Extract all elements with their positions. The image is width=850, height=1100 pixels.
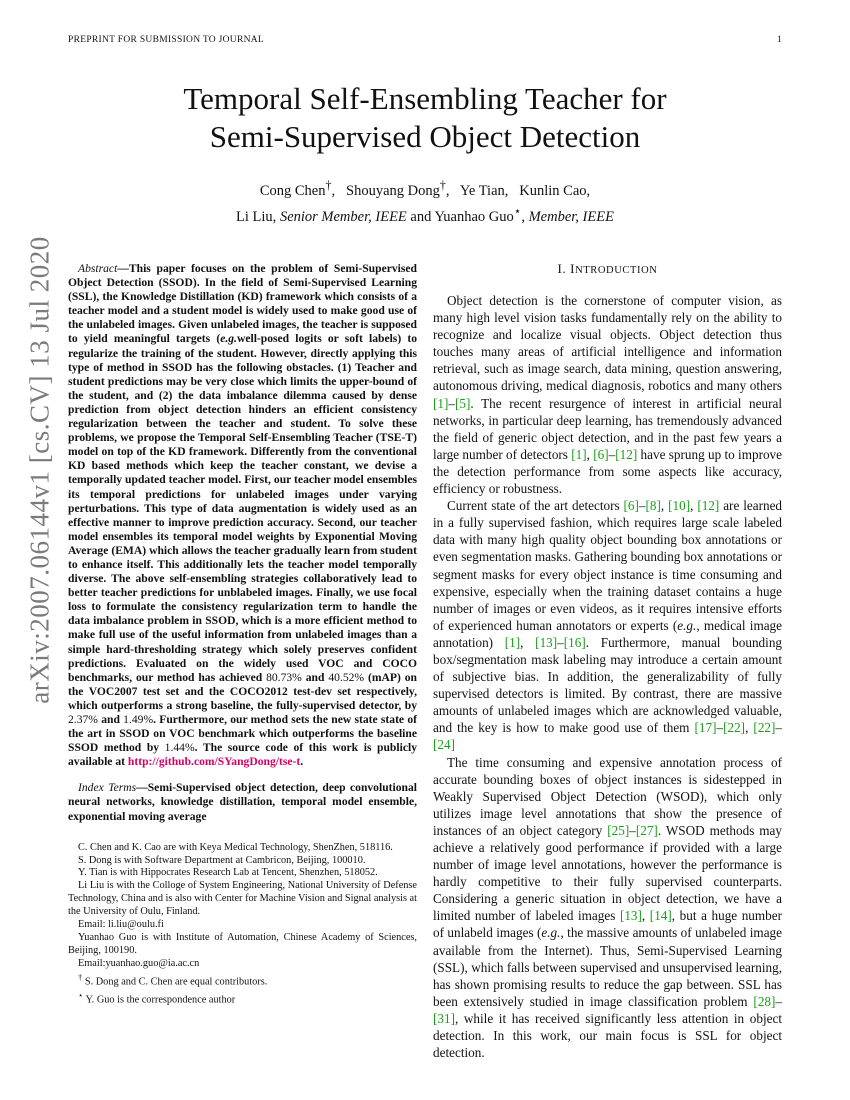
author-name: Li Liu,: [236, 208, 277, 225]
citation[interactable]: [1]: [433, 395, 449, 411]
footnote: ⋆ Y. Guo is the correspondence author: [78, 990, 236, 1006]
citation[interactable]: [31]: [433, 1010, 455, 1026]
footnotes: [68, 842, 417, 1008]
intro-paragraph-1: Object detection is the cornerstone of computer vision, as many high level vision tasks fundamentally rely on the ability to recognize and localize visual objects. Object detection thus touches many areas of artificial intelligence and information retrieval, such as image search, data mining, question answering, autonomous driving, medical diagnosis, robotics and many others [1]–[5]. The recent resurgence of interest in artificial neural networks, in particular deep learning, has tremendously advanced the field of generic object detection, and in the past few years a large number of detectors [1], [6]–[12] have sprung up to improve the detection performance from some aspects like accuracy, efficiency or robustness.: [433, 293, 782, 497]
citation[interactable]: [12]: [697, 498, 720, 514]
right-column: [433, 262, 782, 1061]
page-number: 1: [776, 35, 782, 45]
author-name: Kunlin Cao,: [519, 182, 591, 199]
footnote: Yuanhao Guo is with Institute of Automation, Chinese Academy of Sciences, Beijing, 100190.: [68, 932, 417, 956]
title-line-2: Semi-Supervised Object Detection: [209, 119, 641, 154]
footnote: S. Dong is with Software Department at Cambricon, Beijing, 100010.: [78, 854, 366, 866]
citation[interactable]: [17]: [694, 720, 717, 736]
index-terms-label: Index Terms: [78, 781, 137, 795]
running-head: PREPRINT FOR SUBMISSION TO JOURNAL: [68, 35, 265, 45]
left-column: [68, 262, 417, 1007]
citation[interactable]: [8]: [645, 498, 661, 514]
citation[interactable]: [1]: [504, 634, 521, 650]
author-name: Ye Tian,: [459, 182, 509, 199]
citation[interactable]: [5]: [454, 395, 471, 411]
intro-paragraph-2: Current state of the art detectors [6]–[8], [10], [12] are learned in a fully supervised fashion, which requires large scale labeled data with many high quality object bounding box annotations or even segmentation masks. Gathering bounding box annotations or segment masks for every object instance is time consuming and expensive, especially when the training dataset contains a huge number of images or even videos, as it requires intensive efforts of experienced human annotators or experts (e.g., medical image annotation) [1], [13]–[16]. Furthermore, manual bounding box/segmentation mask labeling may introduce a certain amount of subjective bias. In addition, the generalizability of fully supervised detectors is limited. By contrast, there are massive amounts of unlabeled images which are acknowledged valuable, and the key is how to make good use of them [17]–[22], [22]–[24]: [433, 498, 783, 753]
citation[interactable]: [28]: [753, 993, 776, 1009]
footnote: Y. Tian is with Hippocrates Research Lab at Tencent, Shenzhen, 518052.: [78, 867, 378, 879]
author-name: Shouyang Dong: [346, 182, 440, 199]
section-title-introduction: I. INTRODUCTION: [557, 261, 658, 276]
footnote: † S. Dong and C. Chen are equal contributors.: [78, 971, 268, 988]
running-header: [68, 35, 782, 45]
citation[interactable]: [6]: [623, 498, 639, 514]
footnote: Email: li.liu@oulu.fi: [78, 919, 164, 931]
citation[interactable]: [13]: [535, 634, 558, 650]
intro-paragraph-3: The time consuming and expensive annotation process of accurate bounding boxes of object instances is sidestepped in Weakly Supervised Object Detection (WSOD), which only utilizes image level annotations that show the presence of instances of an object category [25]–[27]. WSOD methods may achieve a relatively good performance if provided with a large number of image level annotations, however the performance is hardly competitive to their fully supervised counterparts. Considering a generic situation in object detection, we have a limited number of labeled images [13], [14], but a huge number of unlabeld images (e.g., the massive amounts of unlabeled image available from the Internet). Thus, Semi-Supervised Learning (SSL), which falls between supervised and unsupervised learning, has shown promising results to reduce the gap between. SSL has been extensively studied in image classification problem [28]–[31], while it has received significantly less attention in object detection. In this work, our main focus is SSL for object detection.: [433, 754, 783, 1061]
source-code-link[interactable]: http://github.com/SYangDong/tse-t: [127, 755, 301, 769]
citation[interactable]: [27]: [635, 822, 658, 838]
citation[interactable]: [24]: [433, 737, 455, 753]
author-membership: Senior Member, IEEE: [279, 208, 407, 225]
author-membership: Member, IEEE: [528, 208, 614, 225]
citation[interactable]: [13]: [619, 908, 642, 924]
citation[interactable]: [22]: [723, 720, 746, 736]
title-line-1: Temporal Self-Ensembling Teacher for: [183, 81, 667, 116]
footnote: Email:yuanhao.guo@ia.ac.cn: [78, 957, 200, 969]
citation[interactable]: [22]: [753, 720, 776, 736]
citation[interactable]: [12]: [615, 446, 638, 462]
author-line-2: Li Liu, Senior Member, IEEE and Yuanhao Guo⋆, Member, IEEE: [236, 203, 614, 225]
abstract-label: Abstract: [78, 262, 118, 275]
citation[interactable]: [25]: [607, 822, 630, 838]
arxiv-identifier: arXiv:2007.06144v1 [cs.CV] 13 Jul 2020: [24, 236, 55, 704]
citation[interactable]: [16]: [563, 634, 586, 650]
paper-title: [68, 80, 782, 156]
footnote: Li Liu is with the Colloge of System Engineering, National University of Defense Technology, China and is also with Center for Machine Vision and Signal analysis at the University of Oulu, Finland.: [68, 880, 417, 918]
citation[interactable]: [14]: [649, 908, 672, 924]
author-name: Yuanhao Guo: [434, 208, 514, 225]
author-name: Cong Chen: [259, 182, 326, 199]
citation[interactable]: [6]: [593, 446, 609, 462]
citation[interactable]: [10]: [668, 498, 691, 514]
citation[interactable]: [1]: [571, 446, 587, 462]
index-terms: Index Terms—Semi-Supervised object detection, deep convolutional neural networks, knowledge distillation, temporal model ensemble, exponential moving average: [68, 781, 417, 823]
author-line-1: Cong Chen†, Shouyang Dong†, Ye Tian, Kunlin Cao,: [259, 178, 591, 199]
abstract: Abstract—This paper focuses on the problem of Semi-Supervised Object Detection (SSOD). In the field of Semi-Supervised Learning (SSL), the Knowledge Distillation (KD) framework which consists of a teacher model and a student model is widely used to make good use of the unlabeled images. Given unlabeled images, the teacher is supposed to yield meaningful targets (e.g.well-posed logits or soft labels) to regularize the training of the student. However, directly applying this type of method in SSOD has the following obstacles. (1) Teacher and student predictions may be very close which limits the upper-bound of the student, and (2) the data imbalance dilemma caused by dense prediction from object detection hinders an efficient consistency regularization between the teacher and student. To solve these problems, we propose the Temporal Self-Ensembling Teacher (TSE-T) model on top of the KD framework. Differently from the conventional KD based methods which keep the teacher constant, we devise a temporally updated teacher model. First, our teacher model ensembles its temporal predictions for unlabeled images under varying perturbations. This type of data augmentation is widely used as an effective manner to improve prediction accuracy. Second, our teacher model ensembles its temporal model weights by Exponential Moving Average (EMA) which allows the teacher gradually learn from student to enhance itself. This additionally lets the teacher model temporally diverse. The above self-ensembling strategies collaboratively lead to better teacher predictions for unblabeled images. Finally, we use focal loss to formulate the consistency regularization term to handle the data imbalance problem in SSOD, which is a more efficient method to make full use of the useful information from unlabeled images than a simple hard-thresholding strategy which solely preserves confident predictions. Evaluated on the widely used VOC and COCO benchmarks, our method has achieved 80.73% and 40.52% (mAP) on the VOC2007 test set and the COCO2012 test-dev set respectively, which outperforms a strong baseline, the fully-supervised detector, by 2.37% and 1.49%. Furthermore, our method sets the new state state of the art in SSOD on VOC benchmark which outperforms the baseline SSOD method by 1.44%. The source code of this work is publicly available at http://github.com/SYangDong/tse-t.: [68, 262, 418, 769]
author-list: [68, 175, 782, 227]
footnote: C. Chen and K. Cao are with Keya Medical Technology, ShenZhen, 518116.: [78, 841, 393, 853]
